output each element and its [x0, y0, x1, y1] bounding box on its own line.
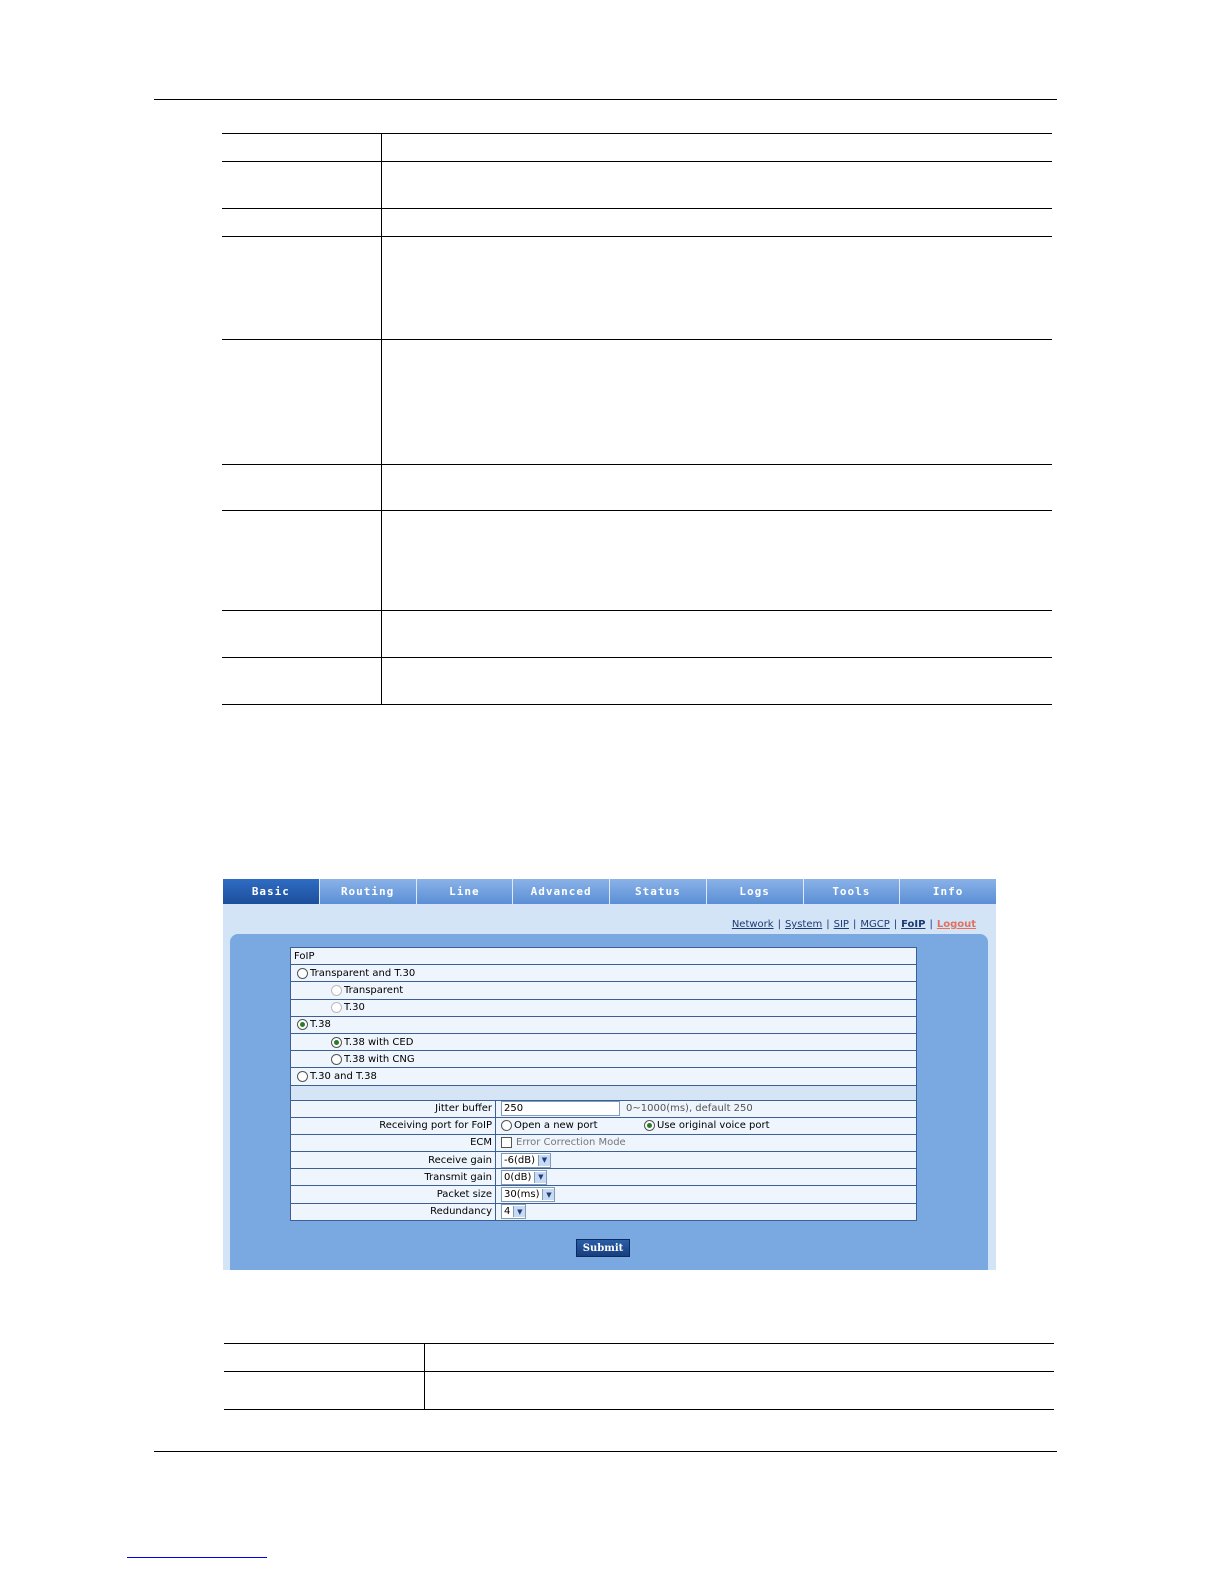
table-row-border	[222, 704, 1052, 705]
radio-transparent[interactable]	[331, 985, 342, 996]
redundancy-label: Redundancy	[291, 1204, 496, 1220]
submode-row: T.38 with CNG	[291, 1051, 916, 1068]
submode-row: T.30	[291, 1000, 916, 1017]
radio-open-new-port[interactable]	[501, 1120, 512, 1131]
table-row-border	[224, 1371, 1054, 1372]
table-row-border	[222, 510, 1052, 511]
ecm-label: ECM	[291, 1135, 496, 1151]
jitter-row	[291, 1101, 916, 1118]
ecm-row: ECM Error Correction Mode	[291, 1135, 916, 1152]
tab-info[interactable]: Info	[932, 885, 964, 898]
footer-link-underline	[127, 1557, 267, 1558]
ecm-checkbox[interactable]	[501, 1137, 512, 1148]
redundancy-select[interactable]: 4 ▼	[501, 1204, 526, 1219]
spacer-row	[291, 1086, 916, 1101]
table-column-border	[424, 1343, 425, 1410]
packet-size-label: Packet size	[291, 1186, 496, 1202]
receive-gain-select[interactable]: -6(dB) ▼	[501, 1153, 551, 1168]
radio-t30[interactable]	[331, 1002, 342, 1013]
link-mgcp[interactable]: MGCP	[860, 919, 890, 930]
content-panel	[230, 934, 988, 1270]
transmit-gain-label: Transmit gain	[291, 1169, 496, 1185]
sub-navigation: Network | System | SIP | MGCP | FoIP | Logout	[731, 919, 976, 930]
link-system[interactable]: System	[784, 919, 823, 930]
submode-row: T.38 with CED	[291, 1034, 916, 1051]
mode-row: Transparent and T.30	[291, 965, 916, 982]
link-logout[interactable]: Logout	[936, 919, 976, 930]
table-row-border	[222, 208, 1052, 209]
tab-basic[interactable]: Basic	[223, 879, 320, 904]
tab-routing[interactable]: Routing	[320, 879, 417, 904]
tab-tools[interactable]: Tools	[804, 879, 901, 904]
radio-t38[interactable]	[297, 1019, 308, 1030]
submit-button[interactable]: Submit	[576, 1239, 630, 1257]
transmit-gain-select[interactable]: 0(dB) ▼	[501, 1170, 547, 1185]
chevron-down-icon: ▼	[542, 1189, 554, 1200]
chevron-down-icon: ▼	[534, 1172, 546, 1183]
table-row-border	[222, 133, 1052, 134]
foip-form	[290, 947, 917, 1221]
packet-size-row	[291, 1186, 916, 1203]
radio-t30-t38[interactable]	[297, 1071, 308, 1082]
jitter-hint: 0~1000(ms), default 250	[626, 1103, 753, 1115]
tab-status[interactable]: Status	[610, 879, 707, 904]
tab-line[interactable]: Line	[417, 879, 514, 904]
jitter-input[interactable]: 250	[501, 1101, 620, 1116]
table-row-border	[222, 657, 1052, 658]
table-row-border	[222, 610, 1052, 611]
submode-row: Transparent	[291, 982, 916, 999]
table-row-border	[222, 161, 1052, 162]
transmit-gain-row	[291, 1169, 916, 1186]
chevron-down-icon: ▼	[513, 1206, 525, 1217]
packet-size-select[interactable]: 30(ms) ▼	[501, 1187, 555, 1202]
receive-gain-label: Receive gain	[291, 1152, 496, 1168]
receiving-port-label: Receiving port for FoIP	[291, 1118, 496, 1134]
receive-gain-row	[291, 1152, 916, 1169]
link-foip[interactable]: FoIP	[901, 919, 926, 930]
radio-use-original-port[interactable]	[644, 1120, 655, 1131]
redundancy-row	[291, 1204, 916, 1220]
main-tab-bar	[223, 879, 996, 904]
tab-logs[interactable]: Logs	[707, 879, 804, 904]
chevron-down-icon: ▼	[538, 1155, 550, 1166]
mode-row: T.30 and T.38	[291, 1068, 916, 1085]
radio-t38-cng[interactable]	[331, 1054, 342, 1065]
table-row-border	[222, 339, 1052, 340]
foip-settings-screenshot	[223, 879, 996, 1270]
radio-transparent-t30[interactable]	[297, 968, 308, 979]
radio-t38-ced[interactable]	[331, 1037, 342, 1048]
form-header-row	[291, 948, 916, 965]
table-row-border	[224, 1409, 1054, 1410]
table-row-border	[224, 1343, 1054, 1344]
header-rule	[154, 99, 1057, 100]
receiving-port-row: Receiving port for FoIP Open a new port Use original voice port	[291, 1118, 916, 1135]
table-column-border	[381, 133, 382, 705]
link-sip[interactable]: SIP	[833, 919, 849, 930]
form-title: FoIP	[294, 950, 315, 962]
tab-advanced[interactable]: Advanced	[513, 879, 610, 904]
footer-rule	[154, 1451, 1057, 1452]
jitter-label: Jitter buffer	[291, 1101, 496, 1117]
mode-row: T.38	[291, 1017, 916, 1034]
table-row-border	[222, 464, 1052, 465]
link-network[interactable]: Network	[731, 919, 774, 930]
table-row-border	[222, 236, 1052, 237]
